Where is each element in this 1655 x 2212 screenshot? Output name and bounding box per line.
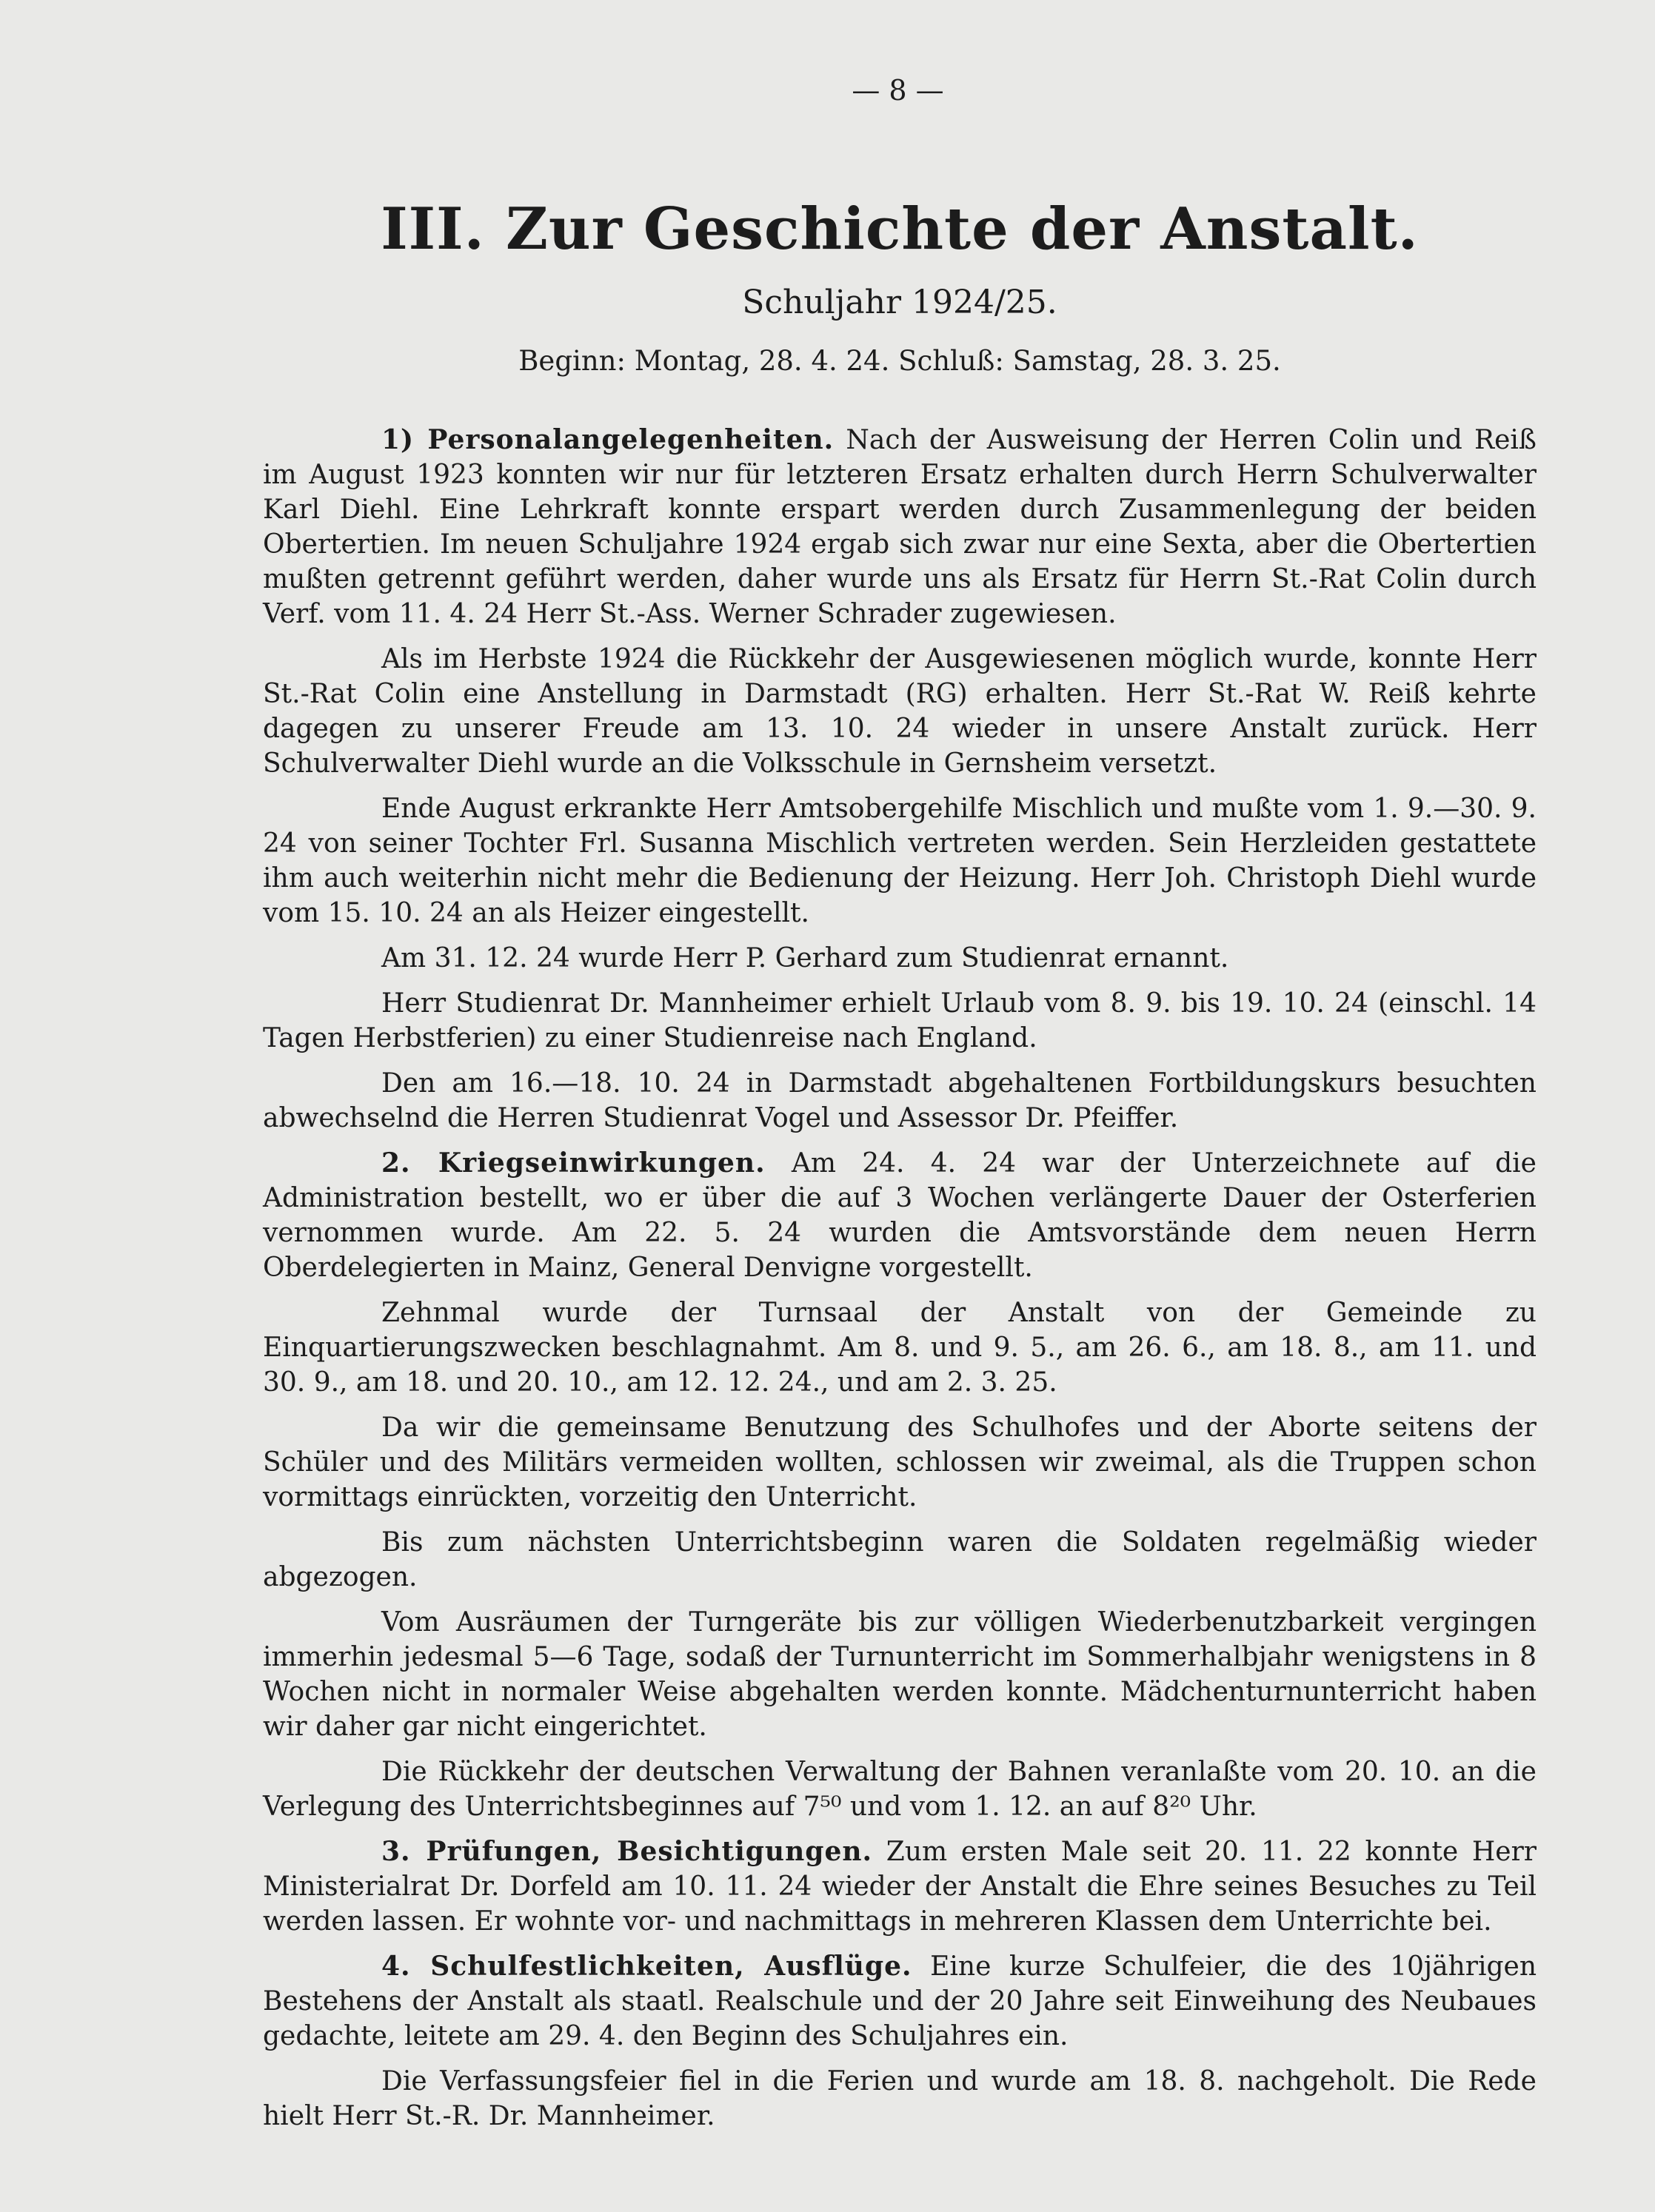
paragraph-text: Zehnmal wurde der Turnsaal der Anstalt von der Gemeinde zu Einquartierungszwecken beschlagnahmt. Am 8. und 9. 5., am 26. 6., am 18. 8., am 11. und 30. 9., am 18. und 20. 10., am 12. 12. 24., und am 2. 3. 25. [263, 1298, 1537, 1398]
paragraph-text: Nach der Ausweisung der Herren Colin und Reiß im August 1923 konnten wir nur für letzteren Ersatz erhalten durch Herrn Schulverwalter Karl Diehl. Eine Lehrkraft konnte erspart werden durch Zusammenlegung der beiden Obertertien. Im neuen Schuljahre 1924 ergab sich zwar nur eine Sexta, aber die Obertertien mußten getrennt geführt werden, daher wurde uns als Ersatz für Herrn St.-Rat Colin durch Verf. vom 11. 4. 24 Herr St.-Ass. Werner Schrader zugewiesen. [263, 425, 1537, 629]
page-number: — 8 — [852, 74, 944, 107]
paragraph-text: Vom Ausräumen der Turngeräte bis zur völligen Wiederbenutzbarkeit vergingen immerhin jedesmal 5—6 Tage, sodaß der Turnunterricht im Sommerhalbjahr wenigstens in 8 Wochen nicht in normaler Weise abgehalten werden konnte. Mädchenturnunterricht haben wir daher gar nicht eingerichtet. [263, 1607, 1537, 1742]
school-term-dates: Beginn: Montag, 28. 4. 24. Schluß: Samstag, 28. 3. 25. [518, 345, 1281, 377]
paragraph-text: Am 24. 4. 24 war der Unterzeichnete auf die Administration bestellt, wo er über die auf 3 Wochen verlängerte Dauer der Osterferien vernommen wurde. Am 22. 5. 24 wurden die Amtsvorstände dem neuen Herrn Oberdelegierten in Mainz, General Denvigne vorgestellt. [263, 1148, 1537, 1283]
paragraph [263, 1146, 1537, 1285]
paragraph-text: Ende August erkrankte Herr Amtsobergehilfe Mischlich und mußte vom 1. 9.—30. 9. 24 von seiner Tochter Frl. Susanna Mischlich vertreten werden. Sein Herzleiden gestattete ihm auch weiterhin nicht mehr die Bedienung der Heizung. Herr Joh. Christoph Diehl wurde vom 15. 10. 24 an als Heizer eingestellt. [263, 794, 1537, 928]
paragraph-text: Eine kurze Schulfeier, die des 10jährigen Bestehens der Anstalt als staatl. Realschule und der 20 Jahre seit Einweihung des Neubaues gedachte, leitete am 29. 4. den Beginn des Schuljahres ein. [263, 1951, 1537, 2051]
paragraph [263, 1066, 1537, 1136]
paragraph [263, 941, 1537, 976]
paragraph-text: Den am 16.—18. 10. 24 in Darmstadt abgehaltenen Fortbildungskurs besuchten abwechselnd die Herren Studienrat Vogel und Assessor Dr. Pfeiffer. [263, 1068, 1537, 1133]
chapter-title: III. Zur Geschichte der Anstalt. [381, 195, 1419, 263]
paragraph [263, 1296, 1537, 1400]
paragraph-text: Herr Studienrat Dr. Mannheimer erhielt Urlaub vom 8. 9. bis 19. 10. 24 (einschl. 14 Tagen Herbstferien) zu einer Studienreise nach England. [263, 988, 1537, 1053]
paragraph [263, 1410, 1537, 1515]
paragraph [263, 1754, 1537, 1824]
paragraph-text: Bis zum nächsten Unterrichtsbeginn waren die Soldaten regelmäßig wieder abgezogen. [263, 1527, 1537, 1592]
paragraph [263, 791, 1537, 931]
paragraph [263, 423, 1537, 631]
paragraph [263, 1525, 1537, 1595]
paragraph [263, 642, 1537, 781]
paragraph [263, 2064, 1537, 2134]
paragraph [263, 1949, 1537, 2054]
section-heading: 4. Schulfestlichkeiten, Ausflüge. [381, 1951, 912, 1982]
paragraph-text: Zum ersten Male seit 20. 11. 22 konnte Herr Ministerialrat Dr. Dorfeld am 10. 11. 24 wieder der Anstalt die Ehre seines Besuches zu Teil werden lassen. Er wohnte vor- und nachmittags in mehreren Klassen dem Unterrichte bei. [263, 1837, 1537, 1937]
school-year-subtitle: Schuljahr 1924/25. [742, 284, 1057, 321]
paragraph [263, 1605, 1537, 1744]
paragraph [263, 1834, 1537, 1939]
body-text [263, 423, 1537, 2134]
paragraph-text: Die Verfassungsfeier fiel in die Ferien und wurde am 18. 8. nachgeholt. Die Rede hielt Herr St.-R. Dr. Mannheimer. [263, 2066, 1537, 2131]
paragraph-text: Die Rückkehr der deutschen Verwaltung der Bahnen veranlaßte vom 20. 10. an die Verlegung des Unterrichtsbeginnes auf 7⁵⁰ und vom 1. 12. an auf 8²⁰ Uhr. [263, 1757, 1537, 1822]
paragraph [263, 986, 1537, 1056]
paragraph-text: Als im Herbste 1924 die Rückkehr der Ausgewiesenen möglich wurde, konnte Herr St.-Rat Colin eine Anstellung in Darmstadt (RG) erhalten. Herr St.-Rat W. Reiß kehrte dagegen zu unserer Freude am 13. 10. 24 wieder in unsere Anstalt zurück. Herr Schulverwalter Diehl wurde an die Volksschule in Gernsheim versetzt. [263, 644, 1537, 779]
section-heading: 3. Prüfungen, Besichtigungen. [381, 1836, 873, 1867]
section-heading: 2. Kriegseinwirkungen. [381, 1147, 766, 1179]
paragraph-text: Am 31. 12. 24 wurde Herr P. Gerhard zum Studienrat ernannt. [381, 943, 1229, 973]
paragraph-text: Da wir die gemeinsame Benutzung des Schulhofes und der Aborte seitens der Schüler und des Militärs vermeiden wollten, schlossen wir zweimal, als die Truppen schon vormittags einrückten, vorzeitig den Unterricht. [263, 1412, 1537, 1512]
section-heading: 1) Personalangelegenheiten. [381, 424, 835, 455]
